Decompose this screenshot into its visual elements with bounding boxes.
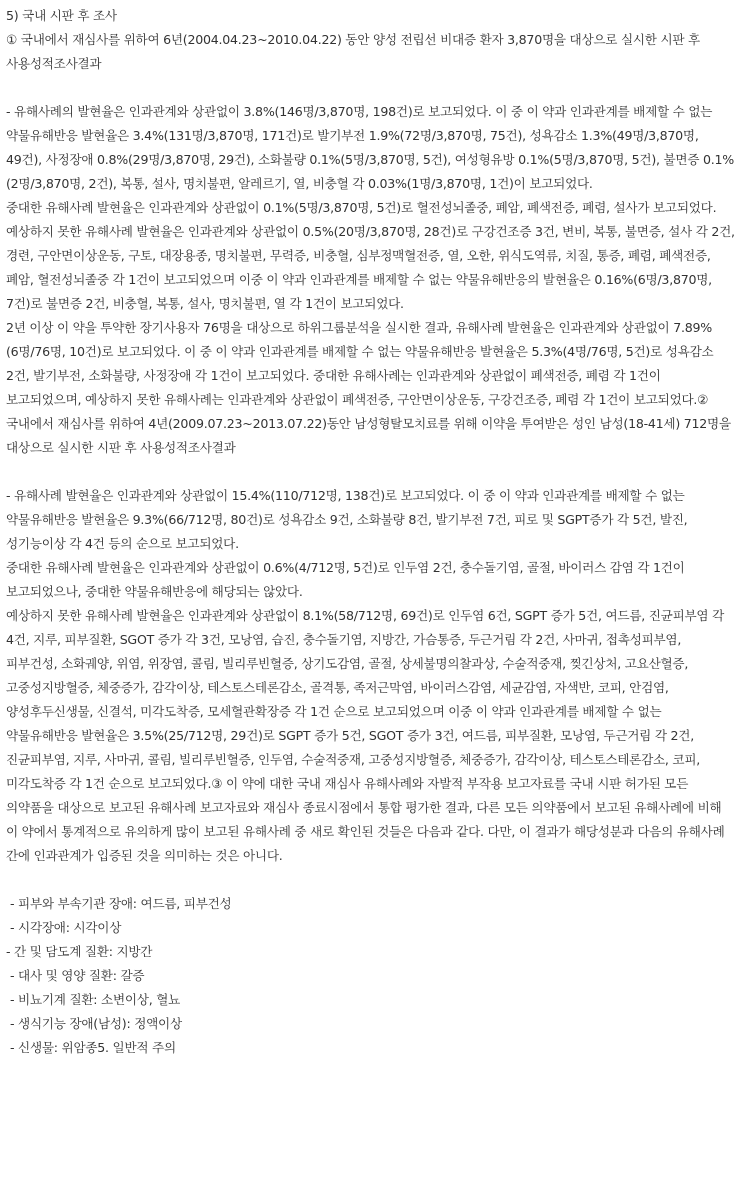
- study1-paragraph-2: 중대한 유해사례 발현율은 인과관계와 상관없이 0.1%(5명/3,870명, 5건)로 혈전성뇌졸중, 폐암, 폐색전증, 폐렴, 설사가 보고되었다.: [6, 200, 717, 215]
- study2-paragraph-1: - 유해사례 발현율은 인과관계와 상관없이 15.4%(110/712명, 138건)로 보고되었다. 이 중 이 약과 인과관계를 배제할 수 없는 약물유해반응 발현율은 9.3%(66/712명, 80건)로 성욕감소 9건, 소화불량 8건, 발기부전 7건, 피로 및 SGPT증가 각 5건, 발진, 성기능이상 각 4건 등의 순으로 보고되었다.: [6, 488, 688, 551]
- study2-paragraph-3: 예상하지 못한 유해사례 발현율은 인과관계와 상관없이 8.1%(58/712명, 69건)로 인두염 6건, SGPT 증가 5건, 여드름, 진균피부염 각 4건, 지루, 피부질환, SGOT 증가 각 3건, 모낭염, 습진, 충수돌기염, 지방간, 가슴통증, 두근거림 각 2건, 사마귀, 접촉성피부염, 피부건성, 소화궤양, 위염, 위장염, 콜림, 빌리루빈혈증, 상기도감염, 골절, 상세불명의찰과상, 수술적중재, 찢긴상처, 고요산혈증, 고중성지방혈증, 체중증가, 감각이상, 테스토스테론감소, 골격통, 족저근막염, 바이러스감염, 세균감염, 자색반, 코피, 안검염, 양성후두신생물, 신결석, 미각도착증, 모세혈관확장증 각 1건 순으로 보고되었으며 이중 이 약과 인과관계를 배제할 수 없는 약물유해반응 발현율은 3.5%(25/712명, 29건)로 SGPT 증가 5건, SGOT 증가 3건, 여드름, 피부질환, 모낭염, 두근거림 각 2건, 진균피부염, 지루, 사마귀, 콜림, 빌리루빈혈증, 인두염, 수술적중재, 고중성지방혈증, 체중증가, 감각이상, 테스토스테론감소, 코피, 미각도착증 각 1건 순으로 보고되었다.③ 이 약에 대한 국내 재심사 유해사례와 자발적 부작용 보고자료를 국내 시판 허가된 모든 의약품을 대상으로 보고된 유해사례 보고자료와 재심사 종료시점에서 통합 평가한 결과, 다른 모든 의약품에서 보고된 유해사례에 비해 이 약에서 통계적으로 유의하게 많이 보고된 유해사례 중 새로 확인된 것들은 다음과 같다. 다만, 이 결과가 해당성분과 다음의 유해사례 간에 인과관계가 입증된 것을 의미하는 것은 아니다.: [6, 608, 725, 863]
- study1-paragraph-4: 2년 이상 이 약을 투약한 장기사용자 76명을 대상으로 하위그룹분석을 실시한 결과, 유해사례 발현율은 인과관계와 상관없이 7.89%(6명/76명, 10건)로 보고되었다. 이 중 이 약과 인과관계를 배제할 수 없는 약물유해반응 발현율은 5.3%(4명/76명, 5건)로 성욕감소 2건, 발기부전, 소화불량, 사정장애 각 1건이 보고되었다. 중대한 유해사례는 인과관계와 상관없이 폐색전증, 폐렴 각 1건이 보고되었으며, 예상하지 못한 유해사례는 인과관계와 상관없이 폐색전증, 구안면이상운동, 구강건조증, 폐렴 각 1건이 보고되었다.② 국내에서 재심사를 위하여 4년(2009.07.23~2013.07.22)동안 남성형탈모치료를 위해 이약을 투여받은 성인 남성(18-41세) 712명을 대상으로 실시한 시판 후 사용성적조사결과: [6, 320, 731, 455]
- list-item: - 신생물: 위암종5. 일반적 주의: [10, 1040, 176, 1055]
- list-item: - 대사 및 영양 질환: 갈증: [10, 968, 145, 983]
- study1-paragraph-1: - 유해사례의 발현율은 인과관계와 상관없이 3.8%(146명/3,870명, 198건)로 보고되었다. 이 중 이 약과 인과관계를 배제할 수 없는 약물유해반응 발현율은 3.4%(131명/3,870명, 171건)로 발기부전 1.9%(72명/3,870명, 75건), 성욕감소 1.3%(49명/3,870명, 49건), 사정장애 0.8%(29명/3,870명, 29건), 소화불량 0.1%(5명/3,870명, 5건), 여성형유방 0.1%(5명/3,870명, 5건), 불면증 0.1%(2명/3,870명, 2건), 복통, 설사, 명치불편, 알레르기, 열, 비충혈 각 0.03%(1명/3,870명, 1건)이 보고되었다.: [6, 104, 734, 191]
- section-title: 5) 국내 시판 후 조사: [6, 8, 117, 23]
- study1-paragraph-3: 예상하지 못한 유해사례 발현율은 인과관계와 상관없이 0.5%(20명/3,870명, 28건)로 구강건조증 3건, 변비, 복통, 불면증, 설사 각 2건, 경련, 구안면이상운동, 구토, 대장용종, 명치불편, 무력증, 비충혈, 심부정맥혈전증, 열, 오한, 위식도역류, 치질, 통증, 폐렴, 폐색전증, 폐암, 혈전성뇌졸중 각 1건이 보고되었으며 이중 이 약과 인과관계를 배제할 수 없는 약물유해반응의 발현율은 0.16%(6명/3,870명, 7건)로 불면증 2건, 비충혈, 복통, 설사, 명치불편, 열 각 1건이 보고되었다.: [6, 224, 735, 311]
- study2-paragraph-2: 중대한 유해사례 발현율은 인과관계와 상관없이 0.6%(4/712명, 5건)로 인두염 2건, 충수돌기염, 골절, 바이러스 감염 각 1건이 보고되었으나, 중대한 약물유해반응에 해당되는 않았다.: [6, 560, 685, 599]
- list-item: - 비뇨기계 질환: 소변이상, 혈뇨: [10, 992, 181, 1007]
- list-item: - 시각장애: 시각이상: [10, 920, 122, 935]
- list-item: - 생식기능 장애(남성): 정액이상: [10, 1016, 182, 1031]
- list-item: - 피부와 부속기관 장애: 여드름, 피부건성: [10, 896, 232, 911]
- blank-line: [6, 868, 736, 892]
- study1-intro: ① 국내에서 재심사를 위하여 6년(2004.04.23~2010.04.22) 동안 양성 전립선 비대증 환자 3,870명을 대상으로 실시한 시판 후 사용성적조사결과: [6, 32, 700, 71]
- blank-line: [6, 76, 736, 100]
- list-item: - 간 및 담도계 질환: 지방간: [6, 944, 153, 959]
- blank-line: [6, 460, 736, 484]
